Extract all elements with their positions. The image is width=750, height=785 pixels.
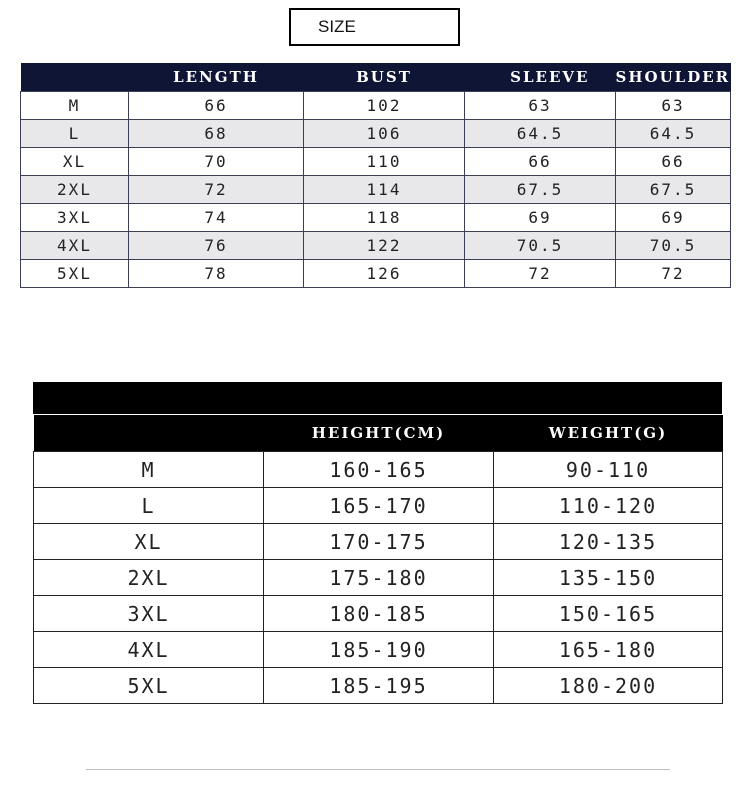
header-weight: WEIGHT(G) [494, 415, 723, 452]
table-row [21, 148, 731, 176]
table-row [34, 488, 723, 524]
size-cell: 5XL [21, 260, 129, 288]
header-bust: BUST [304, 63, 465, 92]
size-cell: 4XL [21, 232, 129, 260]
bottom-divider [86, 769, 670, 770]
size-title: SIZE [318, 17, 356, 36]
size-cell: 2XL [34, 560, 264, 596]
size-cell: L [34, 488, 264, 524]
sleeve-cell: 69 [465, 204, 616, 232]
sleeve-cell: 67.5 [465, 176, 616, 204]
size-cell: 5XL [34, 668, 264, 704]
header-height: HEIGHT(CM) [264, 415, 494, 452]
bust-cell: 118 [304, 204, 465, 232]
header-cell [34, 415, 264, 452]
measurement-header-row [21, 63, 731, 92]
size-title-box [289, 8, 460, 46]
size-cell: XL [34, 524, 264, 560]
table-row [21, 232, 731, 260]
length-cell: 66 [129, 92, 304, 120]
length-cell: 76 [129, 232, 304, 260]
table-row [21, 120, 731, 148]
height-cell: 185-190 [264, 632, 494, 668]
measurement-table [20, 63, 731, 288]
weight-cell: 180-200 [494, 668, 723, 704]
bust-cell: 126 [304, 260, 465, 288]
shoulder-cell: 66 [616, 148, 731, 176]
height-cell: 160-165 [264, 452, 494, 488]
table-row [34, 596, 723, 632]
table-row [34, 524, 723, 560]
sleeve-cell: 66 [465, 148, 616, 176]
height-cell: 165-170 [264, 488, 494, 524]
fit-header-row [34, 415, 723, 452]
size-cell: M [34, 452, 264, 488]
bust-cell: 122 [304, 232, 465, 260]
weight-cell: 135-150 [494, 560, 723, 596]
shoulder-cell: 70.5 [616, 232, 731, 260]
sleeve-cell: 70.5 [465, 232, 616, 260]
shoulder-cell: 69 [616, 204, 731, 232]
table-row [34, 668, 723, 704]
height-cell: 170-175 [264, 524, 494, 560]
size-cell: L [21, 120, 129, 148]
fit-guide-table [33, 415, 723, 704]
table-row [21, 176, 731, 204]
size-cell: 2XL [21, 176, 129, 204]
table-row [21, 92, 731, 120]
sleeve-cell: 63 [465, 92, 616, 120]
height-cell: 180-185 [264, 596, 494, 632]
length-cell: 72 [129, 176, 304, 204]
weight-cell: 120-135 [494, 524, 723, 560]
shoulder-cell: 64.5 [616, 120, 731, 148]
header-sleeve: SLEEVE [465, 63, 616, 92]
table-row [34, 632, 723, 668]
size-cell: 4XL [34, 632, 264, 668]
sleeve-cell: 64.5 [465, 120, 616, 148]
weight-cell: 110-120 [494, 488, 723, 524]
bust-cell: 114 [304, 176, 465, 204]
table-row [21, 204, 731, 232]
header-cell [21, 63, 129, 92]
weight-cell: 165-180 [494, 632, 723, 668]
weight-cell: 150-165 [494, 596, 723, 632]
size-cell: XL [21, 148, 129, 176]
height-cell: 185-195 [264, 668, 494, 704]
length-cell: 68 [129, 120, 304, 148]
height-cell: 175-180 [264, 560, 494, 596]
shoulder-cell: 67.5 [616, 176, 731, 204]
length-cell: 70 [129, 148, 304, 176]
bust-cell: 110 [304, 148, 465, 176]
header-shoulder: SHOULDER [616, 63, 731, 92]
bust-cell: 102 [304, 92, 465, 120]
size-cell: 3XL [21, 204, 129, 232]
weight-cell: 90-110 [494, 452, 723, 488]
bust-cell: 106 [304, 120, 465, 148]
size-cell: 3XL [34, 596, 264, 632]
fit-table-top-bar [33, 382, 722, 414]
size-cell: M [21, 92, 129, 120]
length-cell: 74 [129, 204, 304, 232]
table-row [34, 452, 723, 488]
shoulder-cell: 72 [616, 260, 731, 288]
length-cell: 78 [129, 260, 304, 288]
shoulder-cell: 63 [616, 92, 731, 120]
header-length: LENGTH [129, 63, 304, 92]
table-row [34, 560, 723, 596]
table-row [21, 260, 731, 288]
sleeve-cell: 72 [465, 260, 616, 288]
